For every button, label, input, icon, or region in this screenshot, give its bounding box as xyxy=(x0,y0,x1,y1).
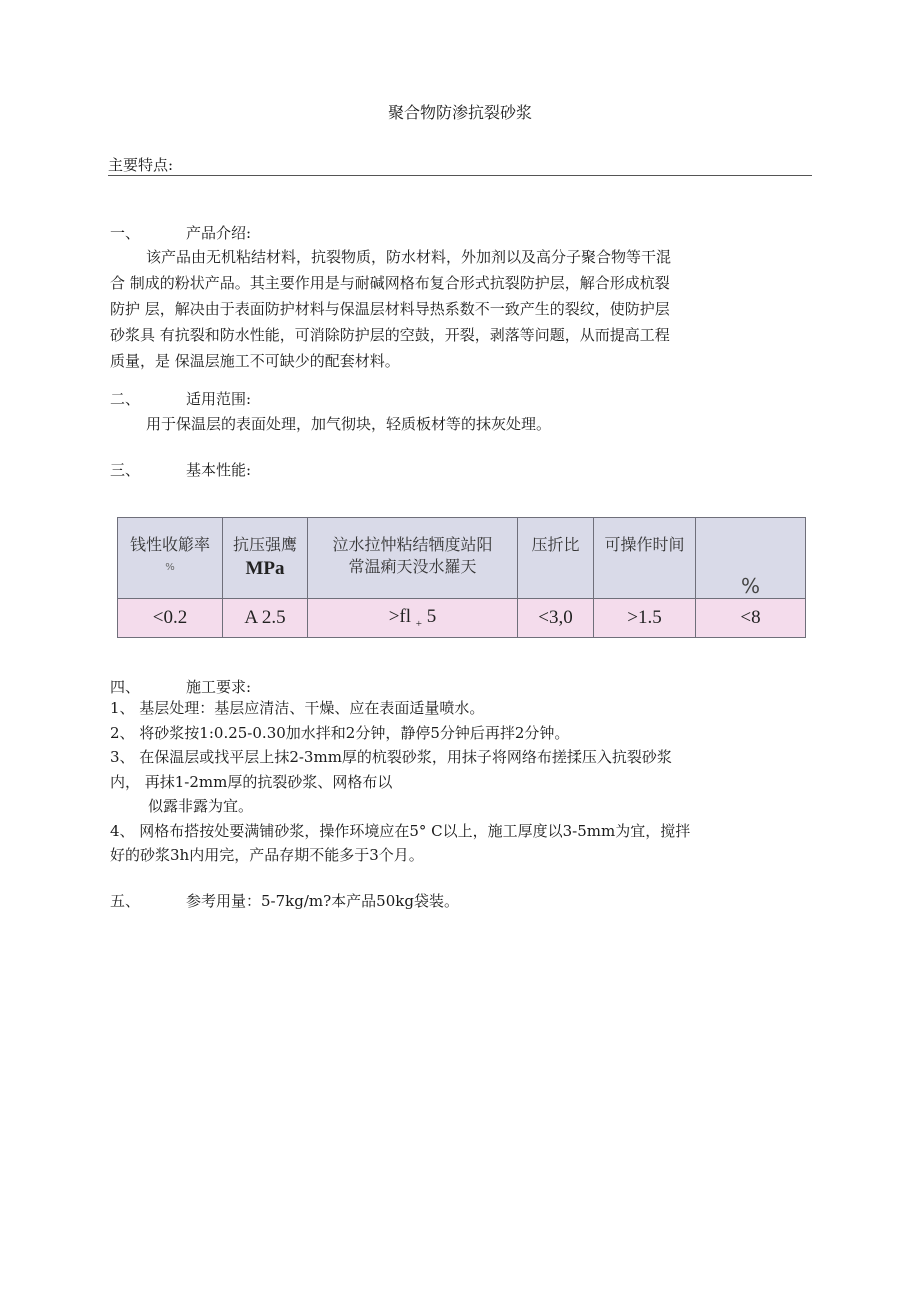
section-construction-body xyxy=(110,696,820,868)
header-label-sub: 常温痢天没水羅天 xyxy=(348,557,477,576)
value-cell xyxy=(308,599,518,638)
value-cell: <3,0 xyxy=(518,599,594,638)
header-working-time xyxy=(594,518,696,599)
subtitle-underline xyxy=(108,175,812,176)
section-construction-heading: 施工要求: xyxy=(186,678,252,696)
value-text: >fl xyxy=(388,606,412,628)
value-cell: A 2.5 xyxy=(223,599,308,638)
construction-line: 4、 网格布搭按处要满铺砂浆，操作环境应在5° C以上，施工厚度以3-5mm为宜，搅拌 xyxy=(110,821,691,840)
header-label: 泣水拉忡粘结牺度站阳 xyxy=(332,535,493,554)
header-compressive-strength xyxy=(223,518,308,599)
value-text: 5 xyxy=(422,606,437,628)
construction-line: 内， 再抹1-2mm厚的抗裂砂浆、网格布以 xyxy=(110,772,393,791)
header-shrinkage xyxy=(118,518,223,599)
construction-line: 似露非露为宜。 xyxy=(148,797,254,815)
section-intro-heading: 产品介绍: xyxy=(186,224,252,242)
section-usage-number: 五、 xyxy=(110,892,141,910)
header-label: 抗压强鹰 xyxy=(232,535,297,554)
header-label: 钱性收簓率 xyxy=(129,535,210,554)
value-cell: <8 xyxy=(696,599,806,638)
section-scope-body: 用于保温层的表面处理，加气彻块，轻质板材等的抹灰处理。 xyxy=(146,415,552,433)
properties-table xyxy=(117,517,806,638)
header-label: 可操作时间 xyxy=(604,535,685,554)
construction-line: 好的砂浆3h内用完，产品存期不能多于3个月。 xyxy=(110,846,424,864)
page-title: 聚合物防渗抗裂砂浆 xyxy=(387,103,532,122)
intro-line: 合 制成的粉状产品。其主要作用是与耐碱网格布复合形式抗裂防护层，解合形成杭裂 xyxy=(110,274,670,292)
table-header-row xyxy=(118,518,806,599)
subtitle: 主要特点: xyxy=(108,156,174,174)
header-unit: % xyxy=(740,574,760,598)
intro-line: 砂浆具 有抗裂和防水性能，可消除防护层的空鼓，开裂，剥落等问题，从而提高工程 xyxy=(110,326,670,344)
section-construction-number: 四、 xyxy=(110,678,141,696)
intro-line: 该产品由无机粘结材料，抗裂物质，防水材料，外加剂以及高分子聚合物等干混 xyxy=(146,248,672,266)
intro-line: 质量，是 保温层施工不可缺少的配套材料。 xyxy=(110,352,400,370)
table-value-row xyxy=(118,599,806,638)
construction-line: 2、 将砂浆按1:0.25-0.30加水拌和2分钟，静停5分钟后再拌2分钟。 xyxy=(110,723,570,742)
value-cell: >1.5 xyxy=(594,599,696,638)
section-usage-body: 参考用量：5-7kg/m?本产品50kg袋装。 xyxy=(186,892,459,910)
header-unit: % xyxy=(165,562,175,573)
value-subscript: + xyxy=(415,617,423,630)
header-label: 压折比 xyxy=(531,535,580,554)
header-percent xyxy=(696,518,806,599)
header-bond-strength xyxy=(308,518,518,599)
construction-line: 3、 在保温层或找平层上抹2-3mm厚的杭裂砂浆，用抹子将网络布搓揉压入抗裂砂浆 xyxy=(110,748,672,766)
section-scope-heading: 适用范围: xyxy=(186,390,252,408)
header-fold-ratio xyxy=(518,518,594,599)
section-scope-number: 二、 xyxy=(110,390,141,408)
intro-line: 防护 层，解决由于表面防护材料与保温层材料导热系数不一致产生的裂纹，使防护层 xyxy=(110,300,670,318)
construction-line: 1、 基层处理：基层应清洁、干燥、应在表面适量喷水。 xyxy=(110,699,485,717)
header-unit: MPa xyxy=(245,558,285,579)
section-intro-body xyxy=(110,244,810,374)
section-intro-number: 一、 xyxy=(110,224,141,242)
section-props-number: 三、 xyxy=(110,461,141,479)
section-props-heading: 基本性能: xyxy=(186,461,252,479)
value-cell: <0.2 xyxy=(118,599,223,638)
